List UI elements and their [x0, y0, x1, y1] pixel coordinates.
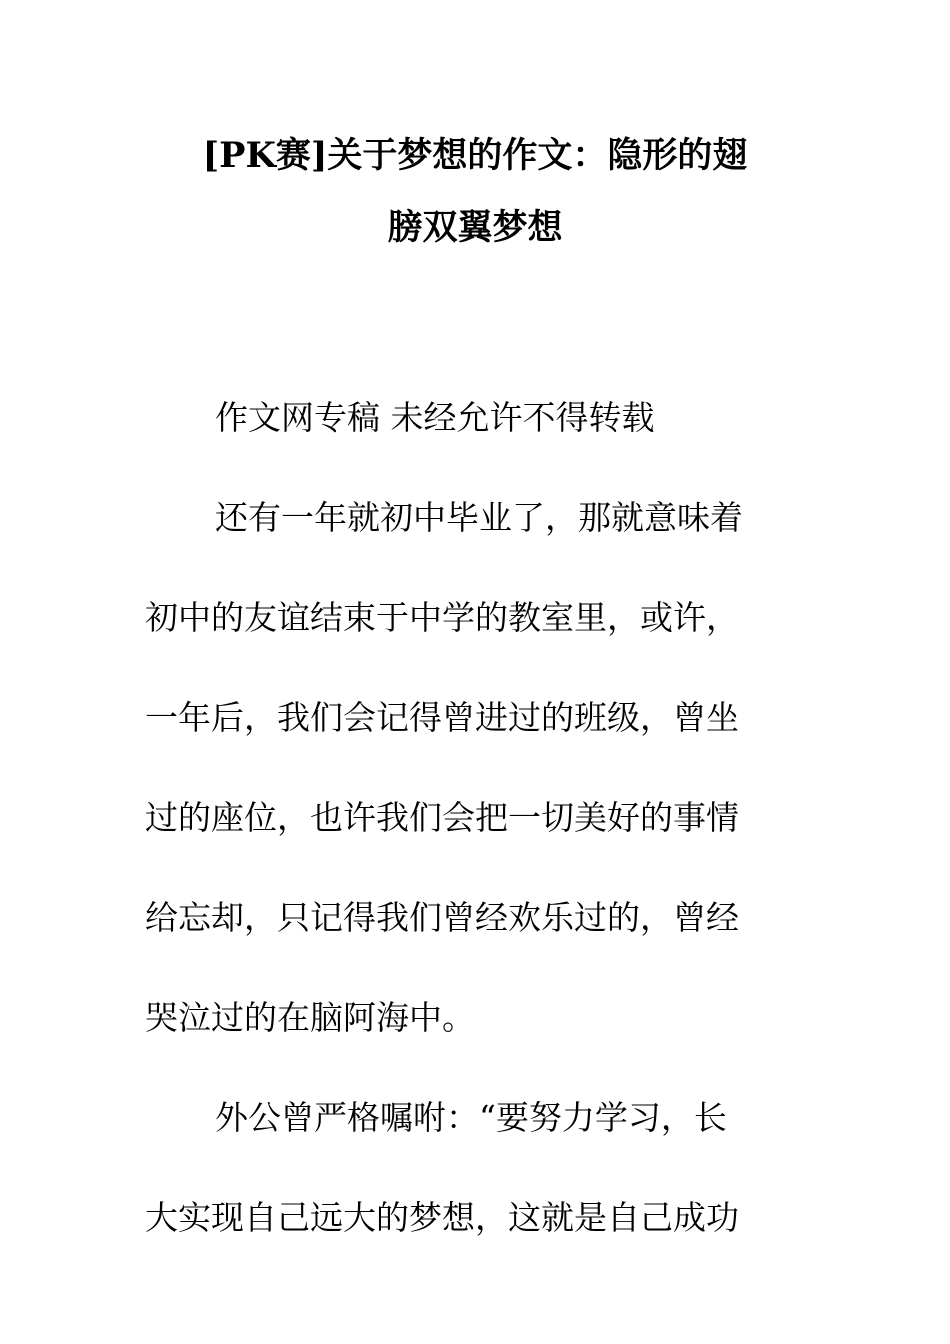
body-line: 作文网专稿 未经允许不得转载 — [215, 398, 655, 437]
body-line: 一年后，我们会记得曾进过的班级，曾坐 — [145, 698, 739, 737]
body-line: 大实现自己远大的梦想，这就是自己成功 — [145, 1198, 739, 1237]
title-line-2: 膀双翼梦想 — [387, 207, 563, 248]
body-line: 初中的友谊结束于中学的教室里，或许， — [145, 598, 739, 637]
document-body — [145, 368, 805, 1268]
body-line: 还有一年就初中毕业了，那就意味着 — [215, 498, 743, 537]
title-line-1: [PK赛]关于梦想的作文：隐形的翅 — [202, 135, 748, 176]
body-line: 给忘却，只记得我们曾经欢乐过的，曾经 — [145, 898, 739, 937]
body-line: 哭泣过的在脑阿海中。 — [145, 998, 475, 1037]
body-line: 过的座位，也许我们会把一切美好的事情 — [145, 798, 739, 837]
document-title — [0, 120, 950, 264]
body-line: 外公曾严格嘱咐：“要努力学习，长 — [215, 1098, 727, 1137]
